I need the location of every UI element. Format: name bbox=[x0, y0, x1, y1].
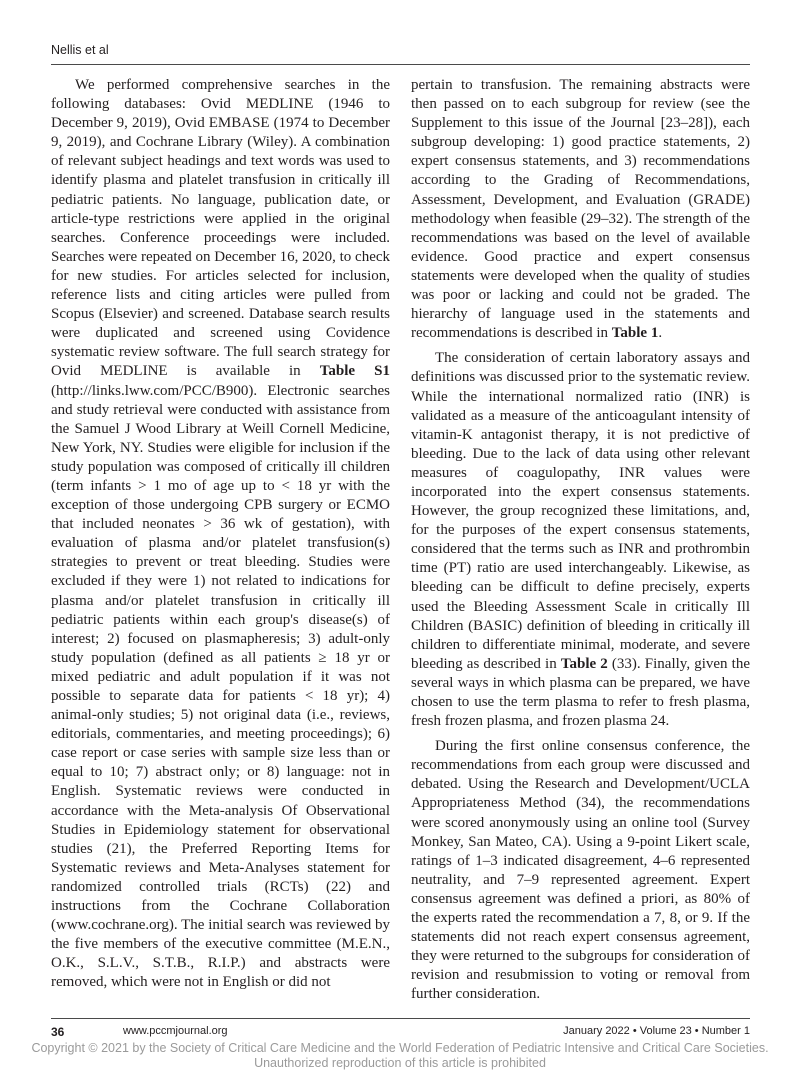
left-column bbox=[51, 76, 390, 993]
table-s1-reference: Table S1 bbox=[319, 363, 390, 380]
page-number: 36 bbox=[51, 1025, 65, 1039]
paragraph-text: (33). Finally, given the several ways in which plasma can be prepared, we have chosen to use the term plasma to refer to fresh plasma, fresh frozen plasma, and frozen plasma 24. bbox=[411, 655, 750, 730]
journal-url: www.pccmjournal.org bbox=[123, 1025, 228, 1037]
laboratory-assays-paragraph bbox=[411, 349, 750, 731]
methods-search-paragraph bbox=[51, 76, 390, 993]
header-rule bbox=[51, 64, 750, 65]
issue-info: January 2022 • Volume 23 • Number 1 bbox=[563, 1025, 750, 1037]
table-1-reference: Table 1 bbox=[611, 325, 659, 342]
reproduction-notice: Unauthorized reproduction of this article is prohibited bbox=[254, 1056, 546, 1070]
running-head: Nellis et al bbox=[51, 43, 109, 57]
paragraph-text: pertain to transfusion. The remaining abstracts were then passed on to each subgroup for review (see the Supplement to this issue of the Journal [23–28]), each subgroup developing: 1) good practice statements, 2) expert consensus statements, and 3) recommendations according to the Grading of Recommendations, Assessment, Development, and Evaluation (GRADE) methodology when feasible (29–32). The strength of the recommendations was based on the level of available evidence. Good practice and expert consensus statements were developed when the quality of studies was poor or lacking and could not be graded. The hierarchy of language used in the statements and recommendations is described in bbox=[411, 77, 750, 342]
consensus-conference-paragraph: During the first online consensus conference, the recommendations from each group were discussed and debated. Using the Research and Development/UCLA Appropriateness Method (34), the recommendations were scored anonymously using an online tool (Survey Monkey, San Mateo, CA). Using a 9-point Likert scale, ratings of 1–3 indicated disagreement, 4–6 represented neutrality, and 7–9 represented agreement. Expert consensus agreement was defined a priori, as 80% of the experts rated the recommendation a 7, 8, or 9. If the statements did not reach expert consensus agreement, they were returned to the subgroups for consideration of revision and resubmission to voting or removal from further consideration. bbox=[411, 738, 750, 1003]
paragraph-text: (http://links.lww.com/PCC/B900). Electronic searches and study retrieval were conducted with assistance from the Samuel J Wood Library at Weill Cornell Medicine, New York, NY. Studies were eligible for inclusion if the study population was composed of critically ill children (term infants > 1 mo of age up to < 18 yr with the exception of those undergoing CPB surgery or ECMO that included neonates > 36 wk of gestation), with evaluation of plasma and/or platelet transfusion(s) strategies to prevent or treat bleeding. Studies were excluded if they were 1) not related to indications for plasma and/or platelet transfusion in critically ill pediatric patients within each group's disease(s) of interest; 2) focused on plasmapheresis; 3) adult-only study population (defined as all patients ≥ 18 yr or mixed pediatric and adult population if it was not possible to separate data for patients < 18 yr); 4) animal-only studies; 5) not original data (i.e., reviews, editorials, commentaries, and meeting proceedings); 6) case report or case series with sample size less than or equal to 10; 7) abstract only; or 8) language: not in English. Systematic reviews were conducted in accordance with the Meta-analysis Of Observational Studies in Epidemiology statement for observational studies (21), the Preferred Reporting Items for Systematic reviews and Meta-Analyses statement for randomized controlled trials (RCTs) (22) and instructions from the Cochrane Collaboration (www.cochrane.org). The initial search was reviewed by the five members of the executive committee (M.E.N., O.K., S.L.V., S.T.B., R.I.P.) and abstracts were removed, which were not in English or did not bbox=[51, 382, 390, 991]
copyright-notice bbox=[0, 1041, 800, 1071]
right-column bbox=[411, 76, 750, 1005]
subgroup-review-paragraph bbox=[411, 76, 750, 343]
paragraph-text: The consideration of certain laboratory assays and definitions was discussed prior to the systematic review. While the international normalized ratio (INR) is validated as a measure of the anticoagulant intensity of vitamin-K antagonist therapy, it is not predictive of bleeding. Due to the lack of data using other relevant measures of coagulopathy, INR values were incorporated into the expert consensus statements. However, the group recognized these limitations, and, for the purposes of the expert consensus statements, considered that the terms such as INR and prothrombin time (PT) ratio are used interchangeably. Likewise, as bleeding can be difficult to define precisely, experts used the Bleeding Assessment Scale in critically Ill Children (BASIC) definition of bleeding in critically ill children to differentiate minimal, moderate, and severe bleeding as described in bbox=[411, 350, 750, 672]
copyright-line: Copyright © 2021 by the Society of Critical Care Medicine and the World Federation of Pediatric Intensive and Critical Care Societies. bbox=[31, 1041, 769, 1055]
paragraph-text: We performed comprehensive searches in the following databases: Ovid MEDLINE (1946 to December 9, 2019), Ovid EMBASE (1974 to December 9, 2019), and Cochrane Library (Wiley). A combination of relevant subject headings and text words was used to identify plasma and platelet transfusion in critically ill pediatric patients. No language, publication date, or article-type restrictions were applied in the original searches. Conference proceedings were included. Searches were repeated on December 16, 2020, to check for new studies. For articles selected for inclusion, reference lists and citing articles were pulled from Scopus (Elsevier) and screened. Database search results were duplicated and screened using Covidence systematic review software. The full search strategy for Ovid MEDLINE is available in bbox=[51, 77, 391, 380]
paragraph-text: . bbox=[658, 325, 663, 342]
table-2-reference: Table 2 bbox=[560, 655, 608, 672]
footer-rule bbox=[51, 1018, 750, 1019]
